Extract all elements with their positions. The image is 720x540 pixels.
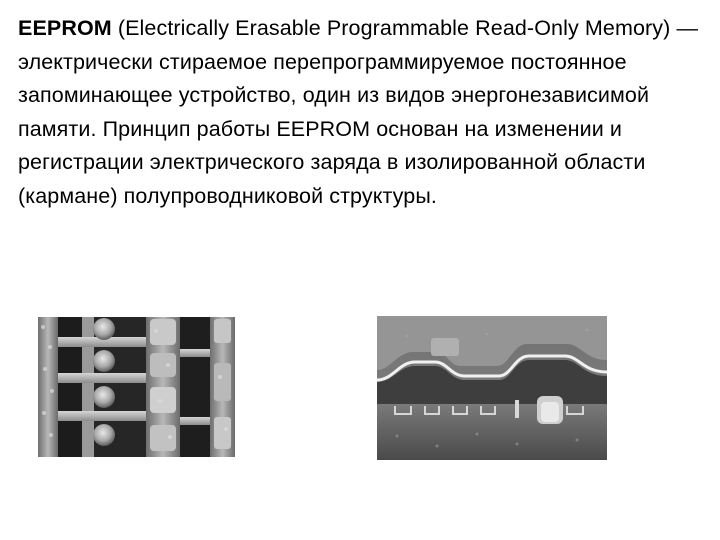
description-text: (Electrically Erasable Programmable Read-Only Memory) — электрически стираемое перепрограммируемое постоянное запоминающее устройство, один из видов энергонезависимой памяти. Принцип работы EEPROM основан на изменении и регистрации электрического заряда в изолированной области (кармане) полупроводниковой структуры. (18, 16, 699, 208)
eeprom-chip-micrograph-icon (38, 317, 235, 457)
description-term: EEPROM (18, 16, 112, 40)
eeprom-cell-cross-section-icon (377, 316, 607, 460)
description-paragraph (18, 12, 708, 213)
